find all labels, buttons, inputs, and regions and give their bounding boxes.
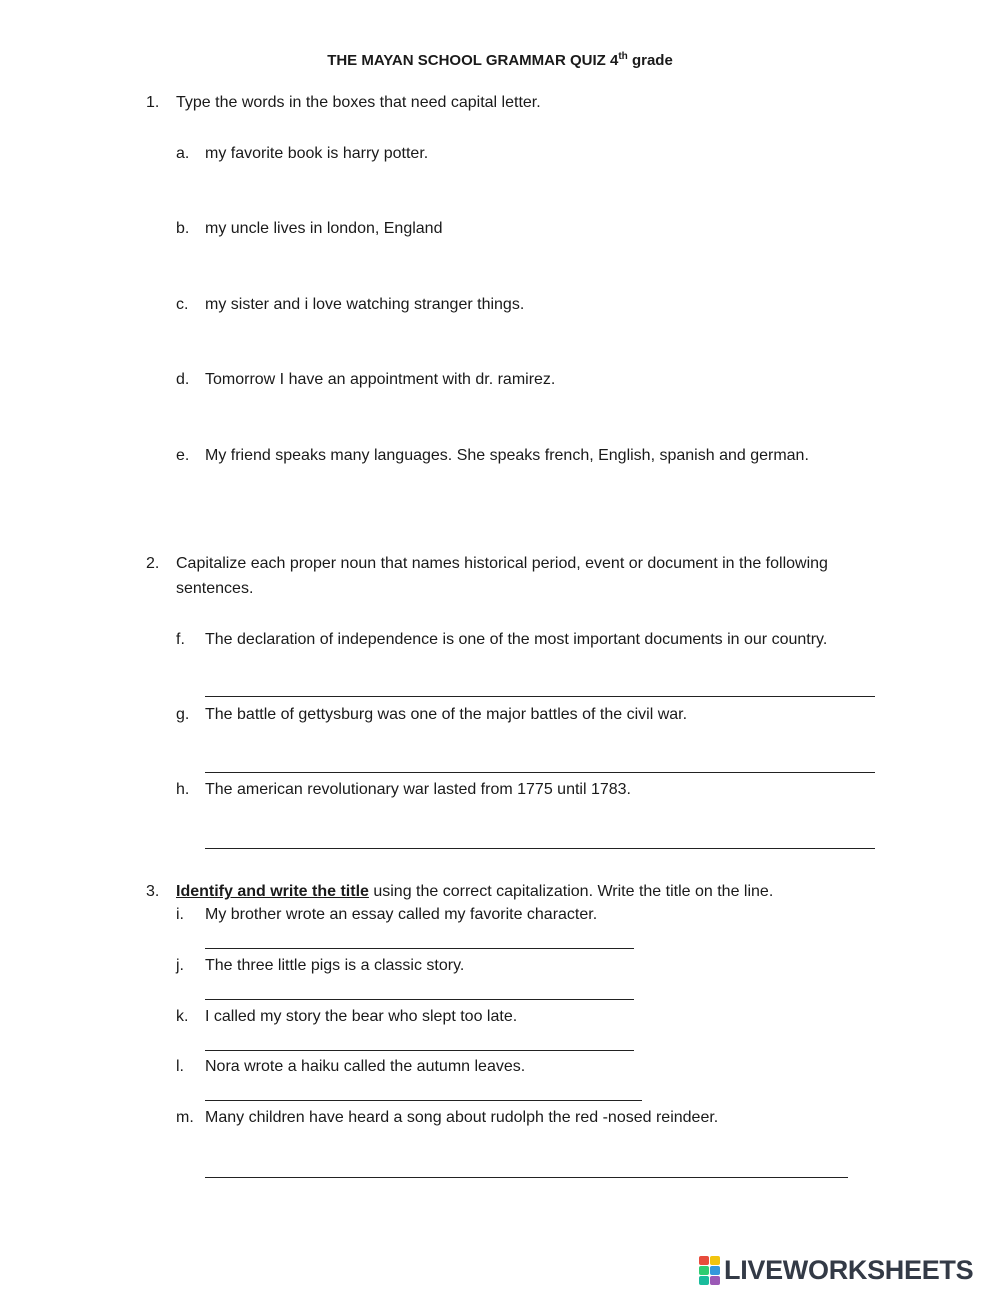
item-i-label: i. — [176, 906, 184, 923]
item-e-text: My friend speaks many languages. She speaks french, English, spanish and german. — [205, 447, 809, 464]
item-h-label: h. — [176, 781, 190, 798]
question-2-text-line2: sentences. — [176, 580, 254, 597]
question-3-emphasis: Identify and write the title — [176, 883, 369, 900]
item-a-text: my favorite book is harry potter. — [205, 145, 429, 162]
liveworksheets-logo — [699, 1256, 973, 1284]
item-k-text: I called my story the bear who slept too late. — [205, 1008, 518, 1025]
item-a-label: a. — [176, 145, 190, 162]
answer-line-i[interactable] — [205, 948, 634, 949]
item-b-text: my uncle lives in london, England — [205, 220, 443, 237]
item-d-text: Tomorrow I have an appointment with dr. ramirez. — [205, 371, 556, 388]
liveworksheets-logo-icon — [699, 1256, 720, 1285]
item-i-text: My brother wrote an essay called my favorite character. — [205, 906, 598, 923]
item-l-text: Nora wrote a haiku called the autumn leaves. — [205, 1058, 526, 1075]
liveworksheets-logo-text: LIVEWORKSHEETS — [724, 1254, 974, 1285]
question-1-number: 1. — [146, 94, 160, 111]
item-g-label: g. — [176, 706, 190, 723]
item-h-text: The american revolutionary war lasted from 1775 until 1783. — [205, 781, 631, 798]
item-e-label: e. — [176, 447, 190, 464]
item-m-text: Many children have heard a song about rudolph the red -nosed reindeer. — [205, 1109, 719, 1126]
question-2-text-line1: Capitalize each proper noun that names historical period, event or document in the following — [176, 555, 828, 572]
question-2-number: 2. — [146, 555, 160, 572]
item-f-label: f. — [176, 631, 185, 648]
item-l-label: l. — [176, 1058, 184, 1075]
item-c-label: c. — [176, 296, 189, 313]
answer-line-f[interactable] — [205, 696, 875, 697]
item-f-text: The declaration of independence is one of the most important documents in our country. — [205, 631, 828, 648]
answer-line-h[interactable] — [205, 848, 875, 849]
answer-line-k[interactable] — [205, 1050, 634, 1051]
item-g-text: The battle of gettysburg was one of the major battles of the civil war. — [205, 706, 688, 723]
answer-line-l[interactable] — [205, 1100, 642, 1101]
page-title: THE MAYAN SCHOOL GRAMMAR QUIZ 4th grade — [327, 51, 673, 69]
question-3-text: Identify and write the title using the correct capitalization. Write the title on the line. — [176, 883, 774, 900]
answer-line-g[interactable] — [205, 772, 875, 773]
item-k-label: k. — [176, 1008, 189, 1025]
item-c-text: my sister and i love watching stranger things. — [205, 296, 525, 313]
item-j-label: j. — [176, 957, 184, 974]
question-3-number: 3. — [146, 883, 160, 900]
item-m-label: m. — [176, 1109, 194, 1126]
item-b-label: b. — [176, 220, 190, 237]
item-j-text: The three little pigs is a classic story. — [205, 957, 465, 974]
item-d-label: d. — [176, 371, 190, 388]
answer-line-j[interactable] — [205, 999, 634, 1000]
answer-line-m[interactable] — [205, 1177, 848, 1178]
question-1-text: Type the words in the boxes that need capital letter. — [176, 94, 541, 111]
